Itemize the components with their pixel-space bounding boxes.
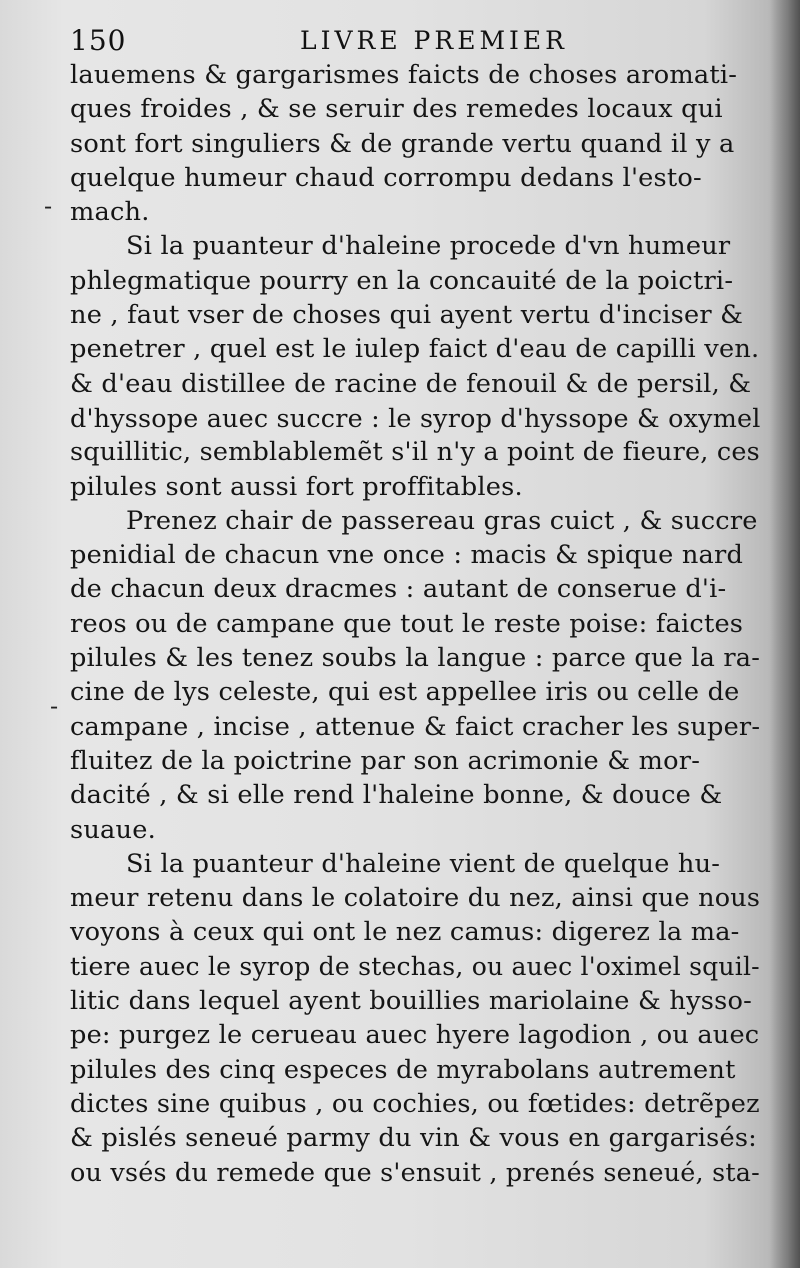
text-line: penidial de chacun vne once : macis & spique nard <box>70 540 744 571</box>
text-line: lauemens & gargarismes faicts de choses aromati- <box>70 60 738 90</box>
text-line: & d'eau distillee de racine de fenouil & de persil, & <box>70 368 752 399</box>
text-line: Si la puanteur d'haleine procede d'vn humeur <box>126 231 731 262</box>
text-line: dictes sine quibus , ou cochies, ou fœtides: detrẽpez <box>70 1088 760 1119</box>
text-line: ne , faut vser de choses qui ayent vertu d'inciser & <box>70 300 744 331</box>
text-line: fluitez de la poictrine par son acrimonie & mor- <box>70 745 701 776</box>
margin-mark: - <box>50 692 59 720</box>
text-line: & pislés seneué parmy du vin & vous en gargarisés: <box>70 1123 758 1154</box>
text-line: Prenez chair de passereau gras cuict , & succre <box>126 505 758 536</box>
text-line: campane , incise , attenue & faict cracher les super- <box>70 711 761 742</box>
text-line: litic dans lequel ayent bouillies mariolaine & hysso- <box>70 986 752 1017</box>
text-line: meur retenu dans le colatoire du nez, ainsi que nous <box>70 883 761 914</box>
text-line: phlegmatique pourry en la concauité de la poictri- <box>70 265 734 296</box>
text-line: squillitic, semblablemẽt s'il n'y a point de fieure, ces <box>70 437 760 468</box>
page-gutter-shadow <box>770 0 800 1268</box>
running-title: LIVRE PREMIER <box>300 26 568 55</box>
text-line: voyons à ceux qui ont le nez camus: digerez la ma- <box>70 917 740 948</box>
text-line: sont fort singuliers & de grande vertu quand il y a <box>70 128 735 159</box>
text-line: dacité , & si elle rend l'haleine bonne, & douce & <box>70 780 723 811</box>
text-line: cine de lys celeste, qui est appellee iris ou celle de <box>70 677 740 708</box>
text-line: ques froides , & se seruir des remedes locaux qui <box>70 94 723 125</box>
text-line: quelque humeur chaud corrompu dedans l'esto- <box>70 162 702 193</box>
text-line: pe: purgez le cerueau auec hyere lagodion , ou auec <box>70 1020 760 1051</box>
text-line: de chacun deux dracmes : autant de conserue d'i- <box>70 574 727 605</box>
text-line: Si la puanteur d'haleine vient de quelque hu- <box>126 848 721 879</box>
body-text <box>70 58 770 1190</box>
page-header <box>70 18 730 58</box>
text-line: mach. <box>70 197 150 228</box>
text-line: reos ou de campane que tout le reste poise: faictes <box>70 608 744 639</box>
text-line: pilules sont aussi fort proffitables. <box>70 471 523 502</box>
text-line: suaue. <box>70 814 156 845</box>
page-number: 150 <box>70 24 127 57</box>
text-line: pilules des cinq especes de myrabolans autrement <box>70 1054 736 1085</box>
margin-mark: - <box>44 192 53 220</box>
text-line: penetrer , quel est le iulep faict d'eau de capilli ven. <box>70 334 760 365</box>
text-line: tiere auec le syrop de stechas, ou auec l'oximel squil- <box>70 951 760 981</box>
text-line: ou vsés du remede que s'ensuit , prenés seneué, sta- <box>70 1157 760 1188</box>
text-line: pilules & les tenez soubs la langue : parce que la ra- <box>70 643 761 674</box>
text-line: d'hyssope auec succre : le syrop d'hyssope & oxymel <box>70 402 761 433</box>
